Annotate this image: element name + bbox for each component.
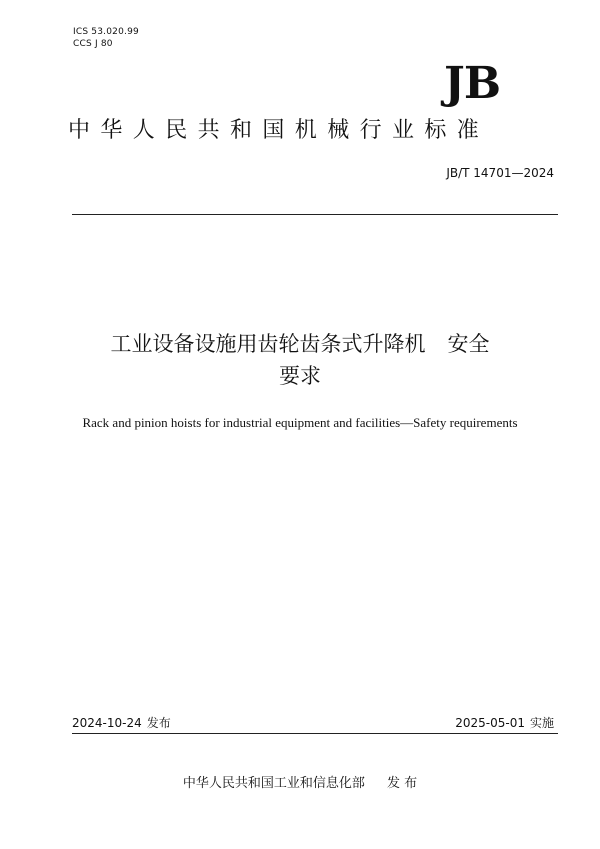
issue-date: 2024-10-24 [72,716,142,730]
document-title-chinese [40,328,560,392]
title-line-1 [40,328,560,360]
bottom-divider [72,733,558,734]
document-title-english: Rack and pinion hoists for industrial equipment and facilities—Safety requirements [82,415,518,430]
standard-category-title: 中华人民共和国机械行业标准 [68,118,490,143]
implement-label: 实施 [529,716,554,730]
title-line-2: 要求 [279,364,321,388]
ics-code: ICS 53.020.99 [73,27,139,37]
implement-date: 2025-05-01 [455,716,525,730]
issue-label: 发布 [146,716,171,730]
issuer-name: 中华人民共和国工业和信息化部 [182,776,365,791]
jb-logo: JB [444,58,501,109]
title-subject: 工业设备设施用齿轮齿条式升降机 [110,332,426,356]
top-divider [72,214,558,215]
implement-date-block [455,715,554,731]
ccs-code: CCS J 80 [73,39,113,49]
classification-codes [73,26,139,50]
issuer-block [0,775,600,793]
issuer-action: 发 布 [386,776,418,791]
title-aspect: 安全 [447,332,490,356]
issue-date-block [72,715,171,731]
standard-number: JB/T 14701—2024 [446,166,554,180]
